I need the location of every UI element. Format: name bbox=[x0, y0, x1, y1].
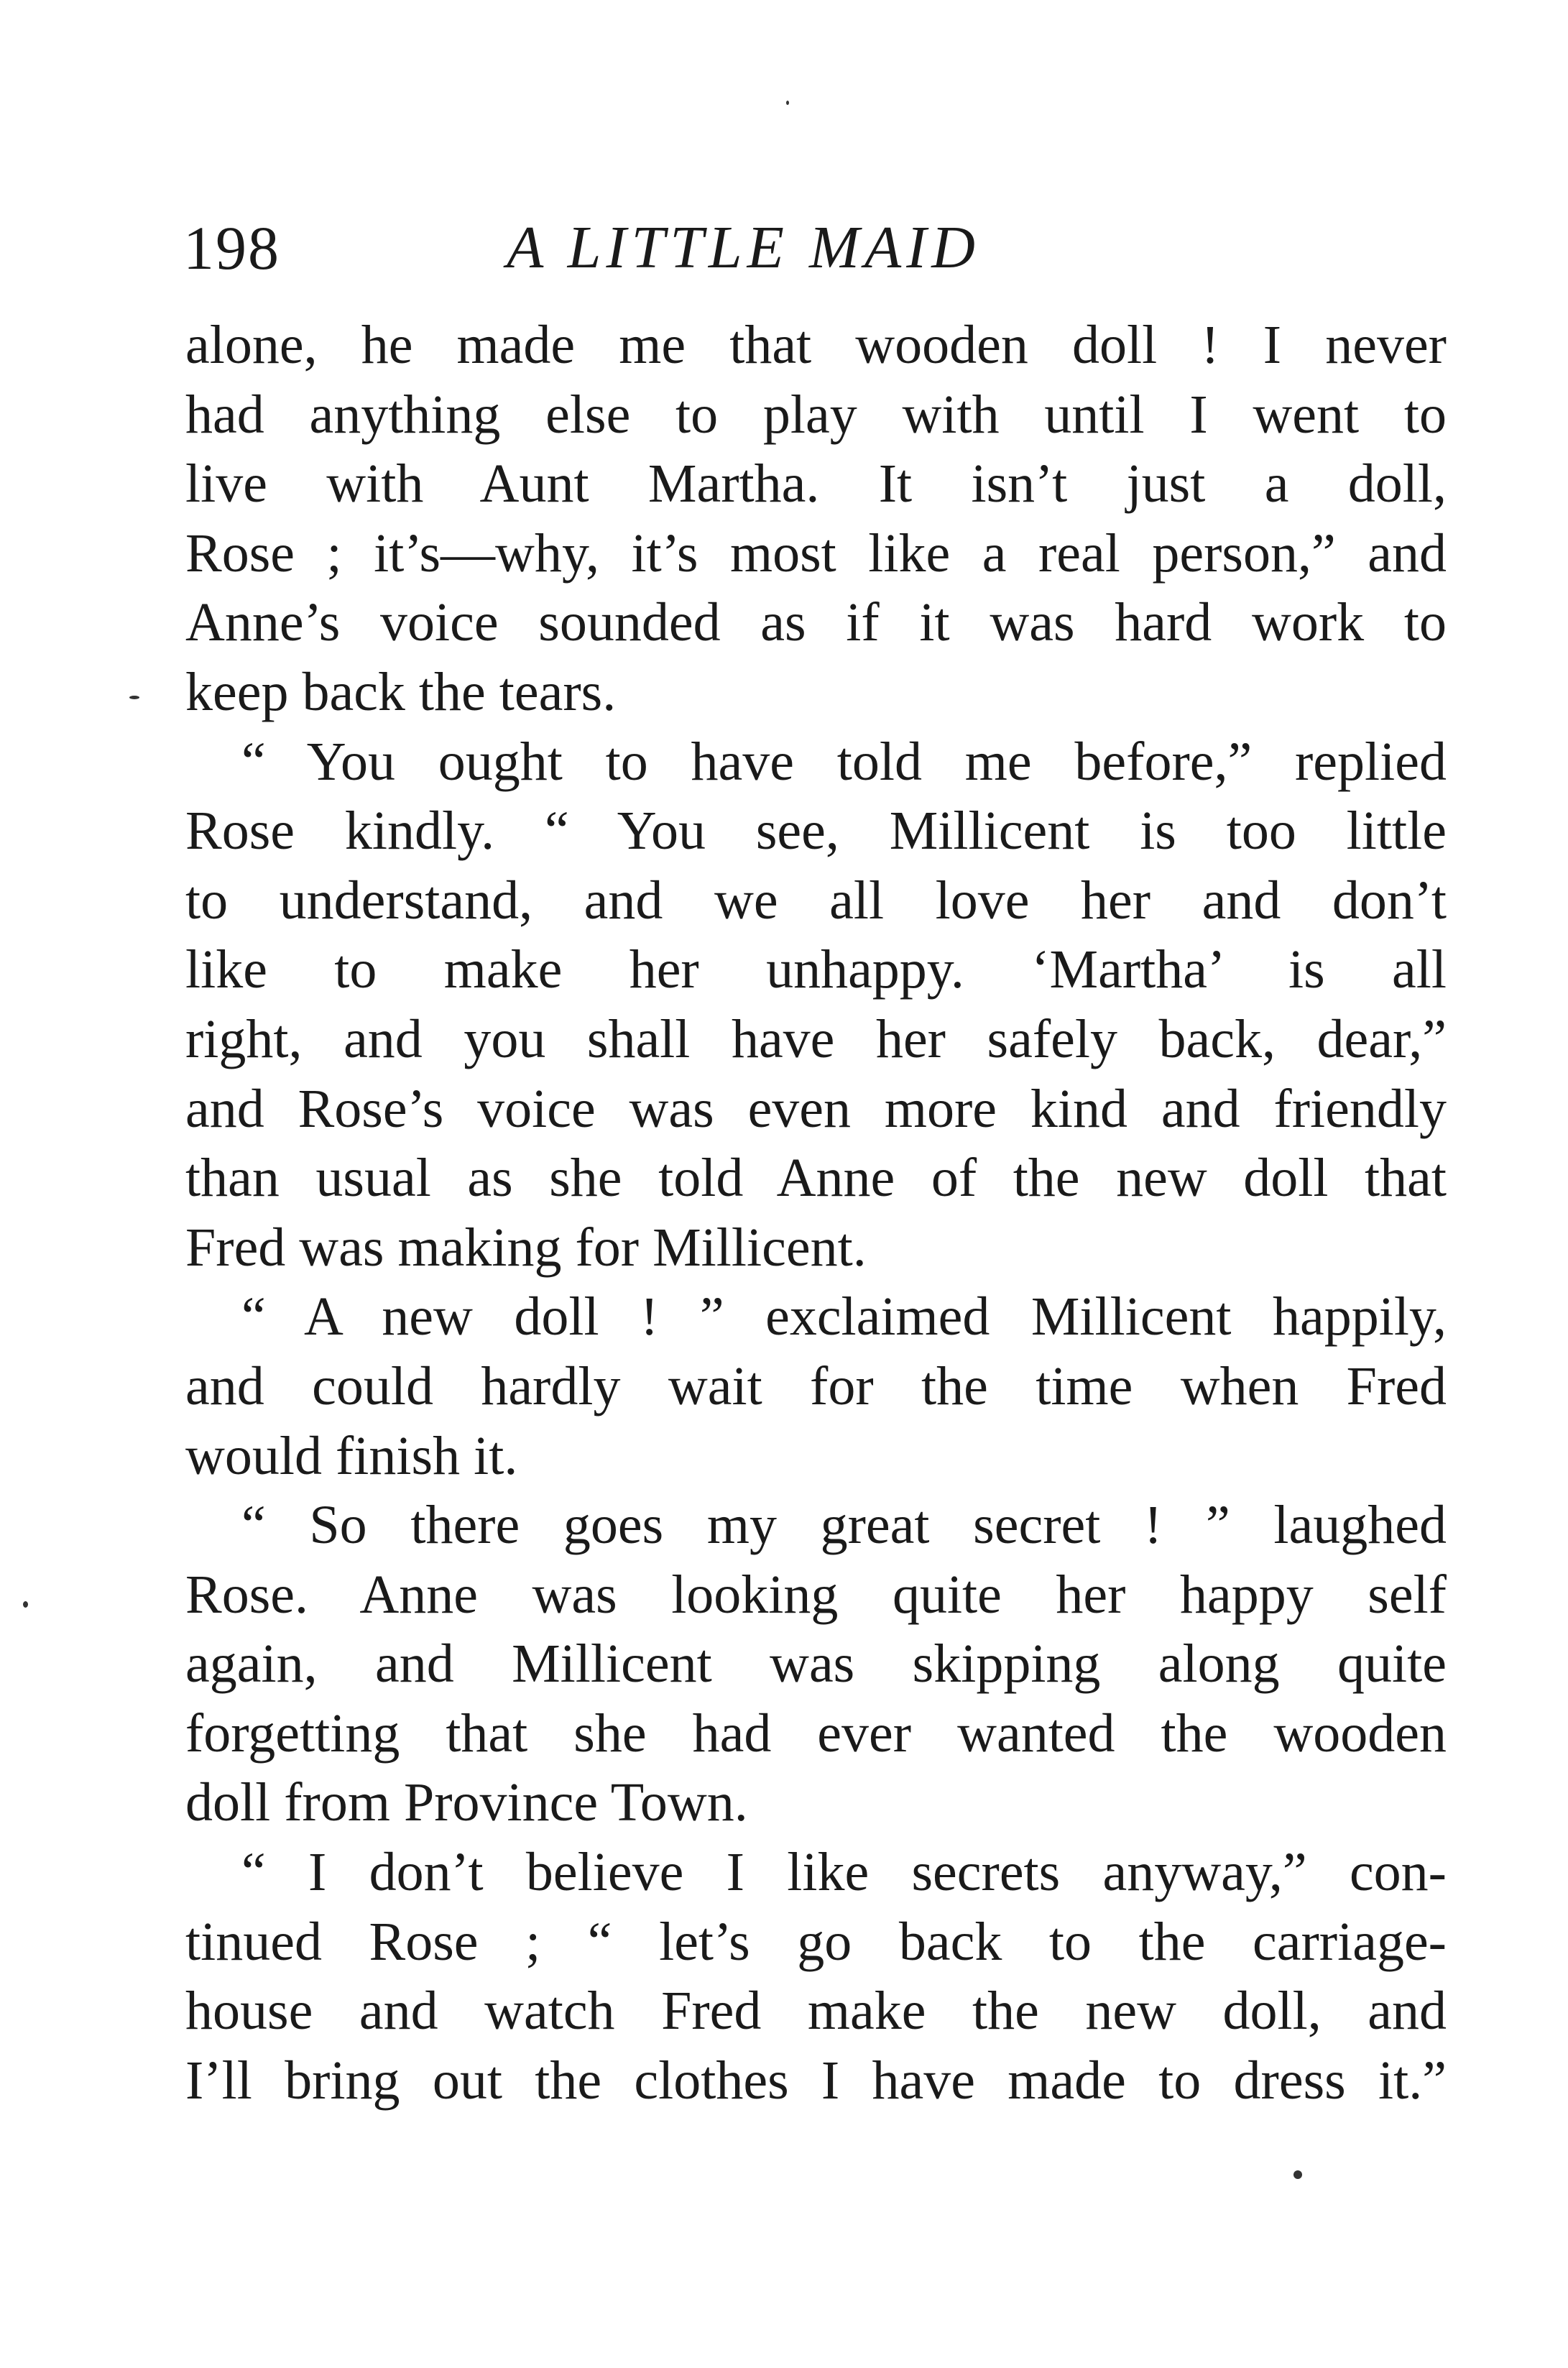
text-line: again, and Millicent was skipping along quite bbox=[185, 1634, 1447, 1695]
print-speck bbox=[786, 101, 789, 105]
text-line: “ So there goes my great secret ! ” laughed bbox=[241, 1495, 1447, 1556]
text-line: and Rose’s voice was even more kind and friendly bbox=[185, 1078, 1447, 1139]
page-number: 198 bbox=[183, 213, 280, 282]
body-text bbox=[185, 310, 1447, 2115]
text-line: right, and you shall have her safely back, dear,” bbox=[185, 1008, 1447, 1069]
text-line: “ I don’t believe I like secrets anyway,” con- bbox=[241, 1842, 1447, 1903]
text-line: keep back the tears. bbox=[185, 661, 617, 722]
print-speck bbox=[1293, 2170, 1302, 2179]
text-line: alone, he made me that wooden doll ! I never bbox=[185, 315, 1447, 375]
text-line: doll from Province Town. bbox=[185, 1772, 748, 1833]
text-line: would finish it. bbox=[185, 1425, 518, 1486]
text-line: Rose ; it’s—why, it’s most like a real person,” and bbox=[185, 522, 1447, 584]
text-line: Rose. Anne was looking quite her happy self bbox=[185, 1564, 1447, 1625]
text-line: tinued Rose ; “ let’s go back to the carriage- bbox=[185, 1911, 1447, 1972]
text-line: had anything else to play with until I went to bbox=[185, 384, 1447, 445]
text-line: Anne’s voice sounded as if it was hard work to bbox=[185, 592, 1447, 653]
text-line: live with Aunt Martha. It isn’t just a doll, bbox=[185, 453, 1447, 515]
text-line: to understand, and we all love her and don’t bbox=[185, 870, 1447, 931]
page-header bbox=[183, 208, 1448, 287]
running-title: A LITTLE MAID bbox=[507, 214, 980, 281]
text-line: “ You ought to have told me before,” replied bbox=[241, 731, 1447, 792]
text-line: I’ll bring out the clothes I have made to dress it.” bbox=[185, 2050, 1447, 2111]
text-line: forgetting that she had ever wanted the wooden bbox=[185, 1703, 1447, 1764]
text-line: Rose kindly. “ You see, Millicent is too little bbox=[185, 801, 1447, 862]
text-line: house and watch Fred make the new doll, and bbox=[185, 1981, 1447, 2042]
text-line: than usual as she told Anne of the new doll that bbox=[185, 1148, 1447, 1209]
text-line: “ A new doll ! ” exclaimed Millicent happily, bbox=[241, 1286, 1447, 1347]
text-line: Fred was making for Millicent. bbox=[185, 1217, 867, 1278]
text-line: like to make her unhappy. ‘Martha’ is all bbox=[185, 939, 1447, 1000]
text-line: and could hardly wait for the time when Fred bbox=[185, 1355, 1447, 1416]
print-speck bbox=[129, 696, 139, 699]
print-speck bbox=[23, 1601, 28, 1608]
